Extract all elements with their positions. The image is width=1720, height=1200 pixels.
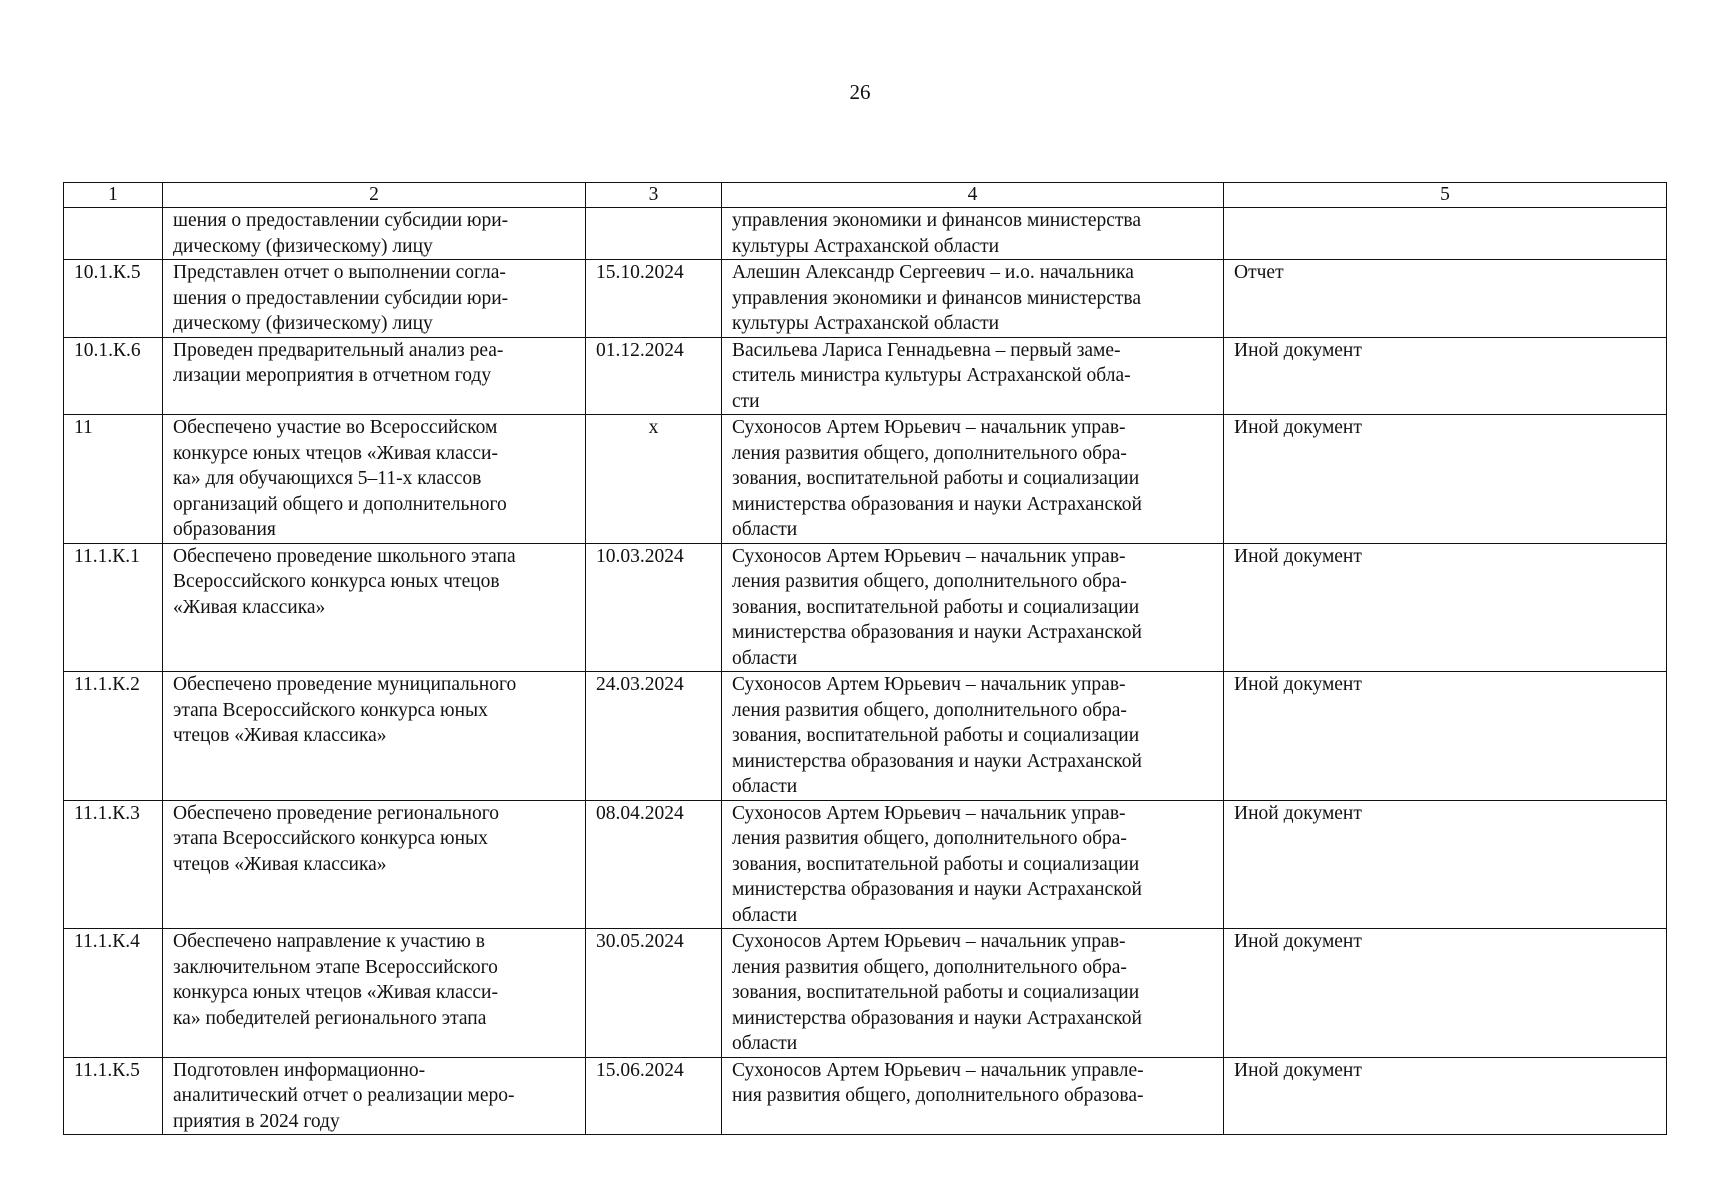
responsible-person-cell [722, 260, 1224, 338]
event-description-line: Проведен предварительный анализ реа- [173, 339, 504, 361]
responsible-person-cell [722, 337, 1224, 415]
responsible-person-line: Сухоносов Артем Юрьевич – начальник управ- [732, 674, 1126, 695]
responsible-person-line: ния развития общего, дополнительного образова- [732, 1085, 1144, 1106]
responsible-person-line: области [732, 1033, 798, 1054]
event-description-line: Обеспечено проведение муниципального [173, 674, 517, 695]
column-header-4: 4 [722, 183, 1224, 208]
date-cell: 24.03.2024 [586, 672, 722, 801]
event-description-line: Всероссийского конкурса юных чтецов [173, 571, 500, 592]
event-description-line: шения о предоставлении субсидии юри- [173, 287, 509, 309]
date-cell: x [586, 415, 722, 544]
responsible-person-line: ления развития общего, дополнительного обра- [732, 571, 1127, 592]
row-number-cell: 11.1.К.2 [64, 672, 163, 801]
event-description-line: конкурса юных чтецов «Живая класси- [173, 982, 498, 1003]
date-cell: 08.04.2024 [586, 800, 722, 929]
responsible-person-line: управления экономики и финансов министерства [732, 287, 1142, 309]
responsible-person-line: культуры Астраханской области [732, 235, 1000, 257]
responsible-person-line: области [732, 904, 798, 926]
event-description-cell [163, 800, 586, 929]
table-row [64, 543, 1667, 672]
responsible-person-line: зования, воспитательной работы и социализации [732, 725, 1140, 746]
responsible-person-cell [722, 672, 1224, 801]
event-description-cell [163, 415, 586, 544]
event-description-line: Подготовлен информационно- [173, 1059, 426, 1081]
event-description-line: чтецов «Живая классика» [173, 725, 387, 746]
event-description-line: ка» победителей регионального этапа [173, 1007, 487, 1029]
row-number-cell: 11.1.К.4 [64, 929, 163, 1058]
responsible-person-line: министерства образования и науки Астраханской [732, 750, 1142, 772]
event-description-line: заключительном этапе Всероссийского [173, 956, 498, 978]
event-description-cell [163, 1057, 586, 1135]
responsible-person-cell [722, 800, 1224, 929]
responsible-person-line: министерства образования и науки Астраханской [732, 1007, 1142, 1029]
document-type-cell: Отчет [1224, 260, 1667, 338]
responsible-person-line: зования, воспитательной работы и социализации [732, 468, 1140, 489]
responsible-person-line: Сухоносов Артем Юрьевич – начальник управ- [732, 417, 1126, 438]
responsible-person-line: Сухоносов Артем Юрьевич – начальник управ- [732, 545, 1126, 567]
responsible-person-line: сти [732, 390, 760, 412]
event-description-line: этапа Всероссийского конкурса юных [173, 828, 488, 849]
responsible-person-line: Сухоносов Артем Юрьевич – начальник управ- [732, 931, 1126, 952]
event-description-line: лизации мероприятия в отчетном году [173, 365, 492, 386]
event-description-line: организаций общего и дополнительного [173, 493, 507, 515]
responsible-person-cell [722, 543, 1224, 672]
column-header-2: 2 [163, 183, 586, 208]
row-number-cell: 10.1.К.6 [64, 337, 163, 415]
table-row [64, 1057, 1667, 1135]
row-number-cell: 10.1.К.5 [64, 260, 163, 338]
responsible-person-line: министерства образования и науки Астраханской [732, 879, 1142, 900]
responsible-person-line: министерства образования и науки Астраханской [732, 493, 1142, 515]
event-description-line: дическому (физическому) лицу [173, 313, 433, 334]
row-number-cell: 11 [64, 415, 163, 544]
event-description-cell [163, 672, 586, 801]
document-type-cell: Иной документ [1224, 672, 1667, 801]
table-body [64, 208, 1667, 1135]
row-number-cell: 11.1.К.5 [64, 1057, 163, 1135]
column-header-5: 5 [1224, 183, 1667, 208]
document-type-cell: Иной документ [1224, 1057, 1667, 1135]
event-description-line: Обеспечено проведение школьного этапа [173, 545, 516, 567]
date-cell: 01.12.2024 [586, 337, 722, 415]
event-description-cell [163, 543, 586, 672]
row-number-cell: 11.1.К.3 [64, 800, 163, 929]
event-description-line: шения о предоставлении субсидии юри- [173, 210, 509, 231]
document-type-cell: Иной документ [1224, 929, 1667, 1058]
event-description-line: приятия в 2024 году [173, 1110, 340, 1132]
event-description-line: дическому (физическому) лицу [173, 235, 433, 257]
date-cell: 30.05.2024 [586, 929, 722, 1058]
column-header-3: 3 [586, 183, 722, 208]
responsible-person-line: Сухоносов Артем Юрьевич – начальник управ- [732, 802, 1126, 824]
event-description-line: конкурсе юных чтецов «Живая класси- [173, 442, 498, 464]
responsible-person-cell [722, 415, 1224, 544]
event-description-cell [163, 337, 586, 415]
event-description-cell [163, 208, 586, 260]
responsible-person-line: зования, воспитательной работы и социализации [732, 596, 1140, 618]
responsible-person-line: Сухоносов Артем Юрьевич – начальник управле- [732, 1059, 1144, 1081]
responsible-person-line: ления развития общего, дополнительного обра- [732, 828, 1127, 849]
document-type-cell [1224, 208, 1667, 260]
responsible-person-line: культуры Астраханской области [732, 313, 1000, 334]
event-description-line: «Живая классика» [173, 596, 326, 618]
responsible-person-line: ститель министра культуры Астраханской обла- [732, 365, 1131, 386]
responsible-person-cell [722, 929, 1224, 1058]
responsible-person-cell [722, 1057, 1224, 1135]
responsible-person-line: зования, воспитательной работы и социализации [732, 982, 1140, 1003]
event-description-line: чтецов «Живая классика» [173, 853, 387, 875]
table-row [64, 929, 1667, 1058]
document-type-cell: Иной документ [1224, 415, 1667, 544]
date-cell [586, 208, 722, 260]
table-row [64, 672, 1667, 801]
activities-table [63, 182, 1667, 1135]
date-cell: 15.06.2024 [586, 1057, 722, 1135]
event-description-line: Обеспечено участие во Всероссийском [173, 417, 498, 438]
date-cell: 15.10.2024 [586, 260, 722, 338]
row-number-cell: 11.1.К.1 [64, 543, 163, 672]
event-description-line: аналитический отчет о реализации меро- [173, 1085, 515, 1106]
table-row [64, 415, 1667, 544]
responsible-person-line: управления экономики и финансов министерства [732, 210, 1142, 231]
responsible-person-line: ления развития общего, дополнительного обра- [732, 699, 1127, 721]
document-type-cell: Иной документ [1224, 543, 1667, 672]
event-description-cell [163, 929, 586, 1058]
responsible-person-line: области [732, 519, 798, 540]
event-description-line: образования [173, 519, 276, 540]
responsible-person-line: Васильева Лариса Геннадьевна – первый заме- [732, 339, 1121, 361]
event-description-line: ка» для обучающихся 5–11-х классов [173, 468, 482, 489]
table-row [64, 260, 1667, 338]
event-description-line: Представлен отчет о выполнении согла- [173, 262, 506, 283]
responsible-person-line: зования, воспитательной работы и социализации [732, 853, 1140, 875]
responsible-person-cell [722, 208, 1224, 260]
responsible-person-line: ления развития общего, дополнительного обра- [732, 442, 1127, 464]
responsible-person-line: ления развития общего, дополнительного обра- [732, 956, 1127, 978]
document-type-cell: Иной документ [1224, 800, 1667, 929]
table-row [64, 337, 1667, 415]
table-row [64, 208, 1667, 260]
responsible-person-line: области [732, 776, 798, 797]
event-description-line: Обеспечено направление к участию в [173, 931, 485, 952]
row-number-cell [64, 208, 163, 260]
event-description-line: этапа Всероссийского конкурса юных [173, 699, 488, 721]
table-header-row [64, 183, 1667, 208]
event-description-line: Обеспечено проведение регионального [173, 802, 499, 824]
responsible-person-line: области [732, 647, 798, 669]
event-description-cell [163, 260, 586, 338]
responsible-person-line: Алешин Александр Сергеевич – и.о. начальника [732, 262, 1134, 283]
table-row [64, 800, 1667, 929]
date-cell: 10.03.2024 [586, 543, 722, 672]
document-type-cell: Иной документ [1224, 337, 1667, 415]
responsible-person-line: министерства образования и науки Астраханской [732, 622, 1142, 643]
column-header-1: 1 [64, 183, 163, 208]
page-number: 26 [849, 80, 871, 104]
